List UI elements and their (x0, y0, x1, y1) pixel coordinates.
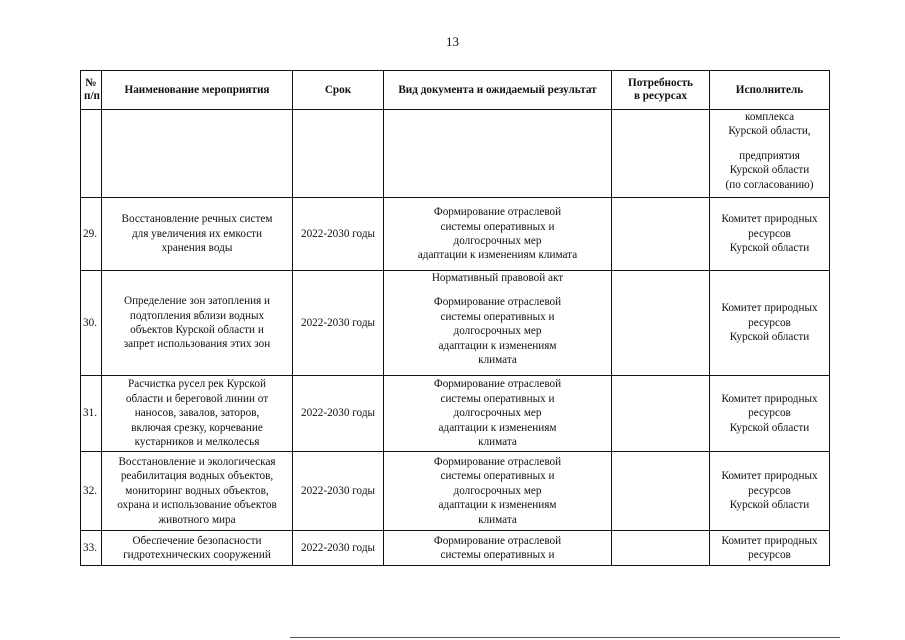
cell-resources (612, 531, 710, 566)
name-line: Восстановление и экологическая (118, 455, 276, 468)
name-line: для увеличения их емкости (131, 227, 263, 240)
name-line: животного мира (158, 513, 236, 526)
header-resources-line: в ресурсах (633, 90, 688, 102)
header-name: Наименование мероприятия (102, 71, 293, 110)
executor-line: Курской области (729, 242, 810, 255)
name-line: реабилитация водных объектов, (120, 470, 274, 483)
cell-term: 2022-2030 годы (293, 271, 384, 376)
cell-executor (710, 452, 830, 531)
doc-line: адаптации к изменениям климата (417, 249, 578, 262)
name-line: включая срезку, корчевание (131, 421, 263, 434)
table-row (81, 531, 830, 566)
header-term: Срок (293, 71, 384, 110)
doc-line: адаптации к изменениям (438, 339, 557, 352)
doc-line: климата (478, 513, 517, 526)
doc-line: системы оперативных и (440, 549, 555, 561)
cell-resources (612, 376, 710, 452)
executor-line: ресурсов (748, 227, 791, 240)
name-line: Определение зон затопления и (123, 295, 271, 308)
executor-line: комплекса (744, 111, 795, 123)
cell-executor (710, 110, 830, 198)
cell-name (102, 376, 293, 452)
executor-line: Комитет природных (721, 534, 818, 547)
scan-edge-line (290, 637, 840, 638)
cell-name (102, 198, 293, 271)
executor-line: ресурсов (748, 549, 791, 561)
cell-executor (710, 376, 830, 452)
cell-term: 2022-2030 годы (293, 198, 384, 271)
header-resources-line: Потребность (628, 77, 693, 89)
doc-line: Формирование отраслевой (433, 455, 562, 468)
doc-line: адаптации к изменениям (438, 421, 557, 434)
doc-line: Формирование отраслевой (433, 534, 562, 547)
executor-line: Комитет природных (721, 302, 818, 315)
executor-line: ресурсов (748, 316, 791, 329)
table-row (81, 198, 830, 271)
executor-line: Курской области (729, 421, 810, 434)
doc-line: долгосрочных мер (453, 407, 542, 420)
doc-line: долгосрочных мер (453, 325, 542, 338)
cell-name (102, 110, 293, 198)
header-num (81, 71, 102, 110)
cell-num: 31. (81, 376, 102, 452)
cell-term: 2022-2030 годы (293, 452, 384, 531)
cell-num (81, 110, 102, 198)
header-num-line: п/п (84, 90, 101, 102)
name-line: наносов, завалов, заторов, (134, 407, 260, 420)
doc-line: Формирование отраслевой (433, 206, 562, 219)
cell-num: 30. (81, 271, 102, 376)
cell-executor (710, 531, 830, 566)
cell-name (102, 271, 293, 376)
doc-line: долгосрочных мер (453, 235, 542, 247)
cell-doc (384, 452, 612, 531)
cell-resources (612, 198, 710, 271)
cell-doc (384, 271, 612, 376)
executor-line: Курской области (729, 499, 810, 512)
name-line: Обеспечение безопасности (132, 534, 262, 547)
doc-line: системы оперативных и (440, 220, 555, 233)
name-line: мониторинг водных объектов, (125, 484, 269, 497)
doc-line: Формирование отраслевой (433, 378, 562, 391)
cell-executor (710, 198, 830, 271)
doc-line: климата (478, 436, 517, 449)
page-number: 13 (446, 34, 459, 49)
doc-line: системы оперативных и (440, 392, 555, 405)
header-executor: Исполнитель (710, 71, 830, 110)
header-num-line: № (85, 77, 97, 89)
executor-line: (по согласованию) (725, 178, 814, 191)
executor-line: Курской области, (728, 125, 811, 138)
cell-resources (612, 271, 710, 376)
name-line: объектов Курской области и (130, 324, 264, 336)
cell-term: 2022-2030 годы (293, 531, 384, 566)
table-header-row (81, 71, 830, 110)
line-gap (713, 139, 826, 149)
cell-executor (710, 271, 830, 376)
executor-line: Комитет природных (721, 470, 818, 483)
name-line: запрет использования этих зон (123, 338, 271, 351)
cell-num: 29. (81, 198, 102, 271)
name-line: подтопления вблизи водных (129, 309, 265, 322)
doc-line: адаптации к изменениям (438, 499, 557, 512)
name-line: кустарников и мелколесья (134, 436, 260, 449)
executor-line: Комитет природных (721, 213, 818, 226)
name-line: Расчистка русел рек Курской (128, 378, 266, 391)
cell-doc (384, 376, 612, 452)
cell-resources (612, 110, 710, 198)
table-row (81, 376, 830, 452)
doc-line: системы оперативных и (440, 310, 555, 323)
cell-doc (384, 531, 612, 566)
cell-term (293, 110, 384, 198)
measures-table (80, 70, 830, 566)
executor-line: Курской области (729, 331, 810, 344)
header-doc: Вид документа и ожидаемый результат (384, 71, 612, 110)
cell-num: 32. (81, 452, 102, 531)
table-row (81, 271, 830, 376)
executor-line: ресурсов (748, 407, 791, 420)
table-row-continuation (81, 110, 830, 198)
name-line: хранения воды (161, 242, 233, 255)
cell-doc (384, 110, 612, 198)
cell-name (102, 452, 293, 531)
name-line: области и береговой линии от (125, 392, 269, 405)
doc-line: системы оперативных и (440, 470, 555, 483)
line-gap (387, 285, 608, 295)
cell-resources (612, 452, 710, 531)
executor-line: Курской области (729, 164, 810, 177)
doc-line: Формирование отраслевой (433, 296, 562, 309)
cell-term: 2022-2030 годы (293, 376, 384, 452)
cell-doc (384, 198, 612, 271)
cell-num: 33. (81, 531, 102, 566)
executor-line: ресурсов (748, 484, 791, 497)
doc-line: климата (478, 354, 517, 367)
name-line: охрана и использование объектов (117, 499, 277, 512)
cell-name (102, 531, 293, 566)
name-line: Восстановление речных систем (121, 213, 273, 226)
name-line: гидротехнических сооружений (123, 549, 271, 561)
executor-line: предприятия (739, 149, 800, 162)
table-row (81, 452, 830, 531)
doc-line: Нормативный правовой акт (431, 272, 564, 284)
executor-line: Комитет природных (721, 392, 818, 405)
header-resources (612, 71, 710, 110)
doc-line: долгосрочных мер (453, 484, 542, 497)
